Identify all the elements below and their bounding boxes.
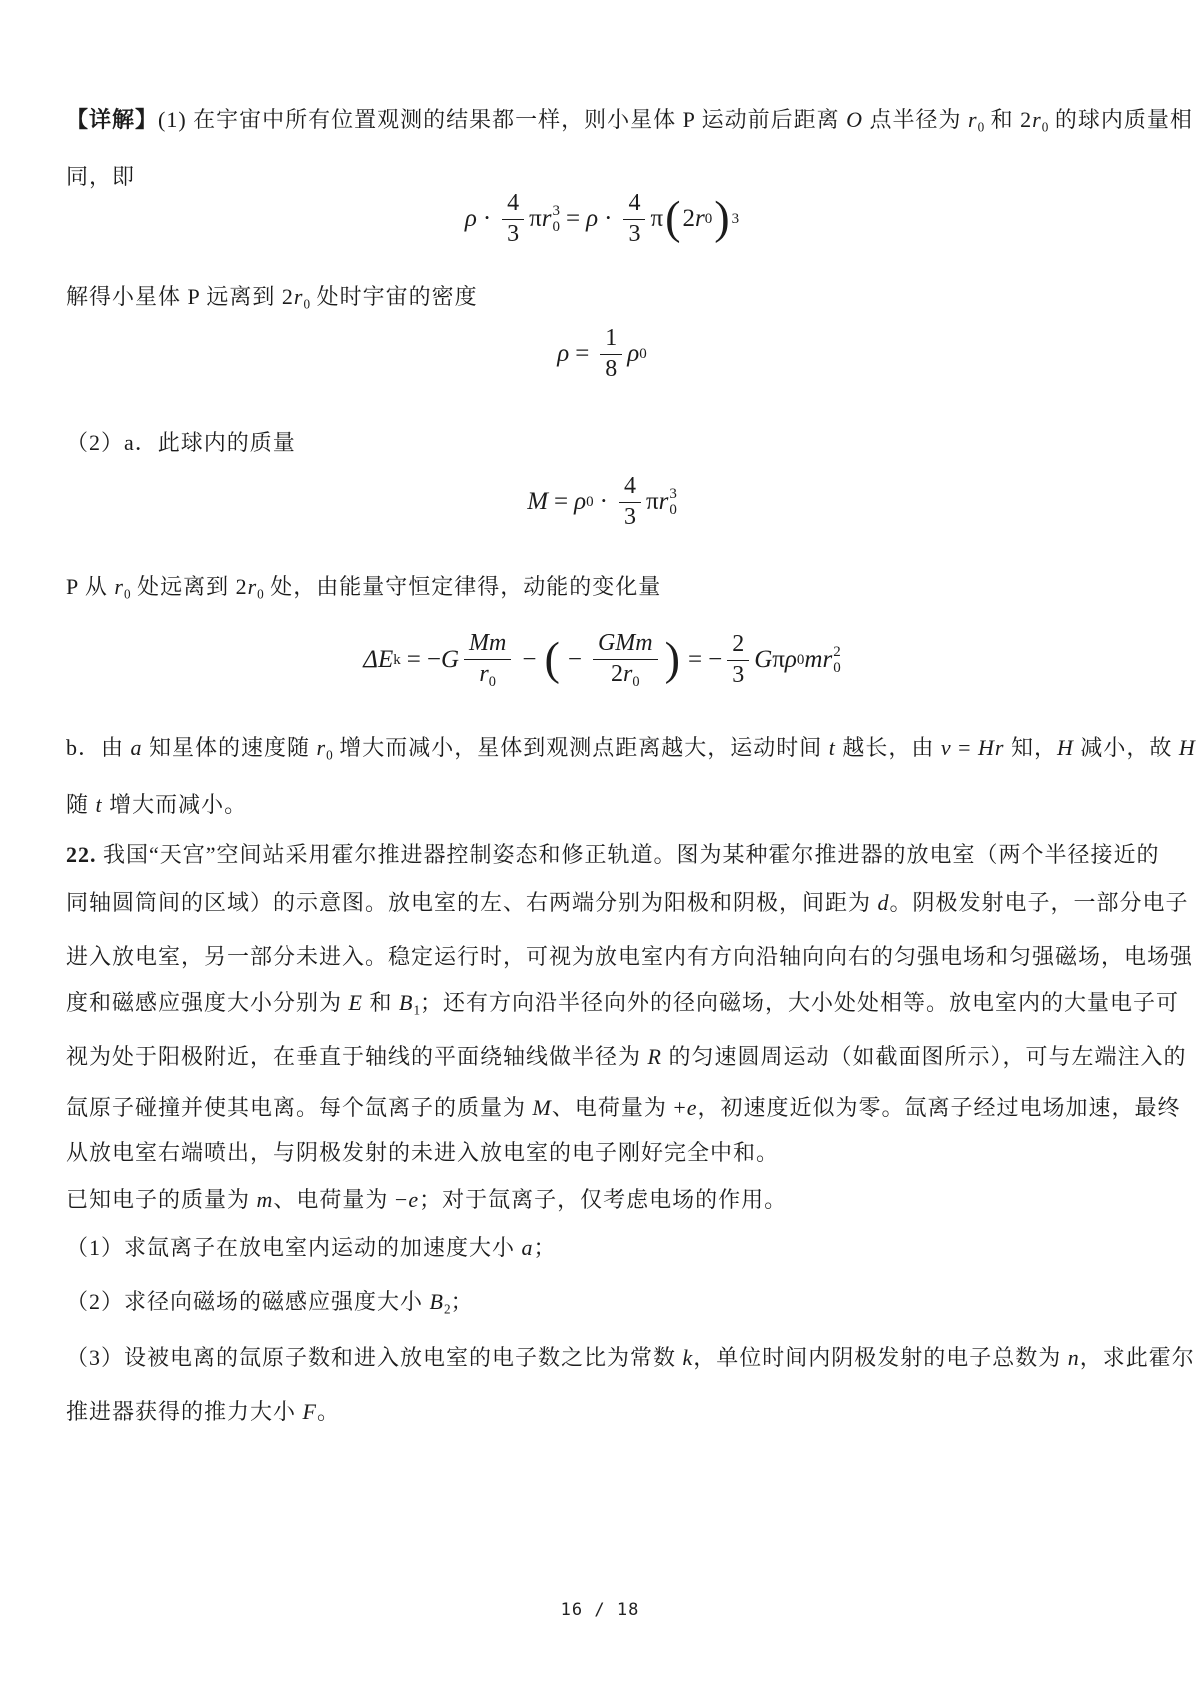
question-22-line-3: 进入放电室，另一部分未进入。稳定运行时，可视为放电室内有方向沿轴向向右的匀强电场和匀强磁场，电场强 xyxy=(66,944,1194,969)
question-22-subq-1: （1）求氙离子在放电室内运动的加速度大小 a； xyxy=(66,1235,557,1260)
solution-text-density: 解得小星体 P 远离到 $2r_0$ 处时宇宙的密度 xyxy=(66,284,478,312)
page-number: 16 / 18 xyxy=(560,1600,640,1620)
question-22-line-4: 度和磁感应强度大小分别为 E 和 $B_1$；还有方向沿半径向外的径向磁场，大小处处相等。放电室内的大量电子可 xyxy=(66,990,1180,1018)
formula-density-equality: ρ · $\frac{4}{3}$ π r 3 0 = ρ · $\frac{4}{3}$ π ( 2 r 0 ) 3 xyxy=(464,189,740,247)
solution-intro-line-2: 同，即 xyxy=(66,164,136,189)
question-22-line-5: 视为处于阳极附近，在垂直于轴线的平面绕轴线做半径为 R 的匀速圆周运动（如截面图所示），可与左端注入的 xyxy=(66,1044,1187,1069)
solution-energy-text: P 从 $r_0$ 处远离到 $2r_0$ 处，由能量守恒定律得，动能的变化量 xyxy=(66,574,662,602)
formula-mass: M = ρ 0 · $\frac{4}{3}$ π r 3 0 xyxy=(527,472,677,530)
question-22-line-1: 22. 我国“天宫”空间站采用霍尔推进器控制姿态和修正轨道。图为某种霍尔推进器的放电室（两个半径接近的 xyxy=(66,842,1160,867)
question-22-subq-3-line-2: 推进器获得的推力大小 F。 xyxy=(66,1399,340,1424)
solution-intro-line-1: 【详解】(1) 在宇宙中所有位置观测的结果都一样，则小星体 P 运动前后距离 O 点半径为 $r_0$ 和 $2r_0$ 的球内质量相 xyxy=(66,107,1193,135)
page-content xyxy=(66,0,1196,1697)
solution-part-b-line-1: b．由 a 知星体的速度随 $r_0$ 增大而减小，星体到观测点距离越大，运动时间 t 越长，由 v = Hr 知，H 减小，故 H xyxy=(66,735,1196,763)
question-22-subq-3-line-1: （3）设被电离的氙原子数和进入放电室的电子数之比为常数 k，单位时间内阴极发射的电子总数为 n，求此霍尔 xyxy=(66,1345,1195,1370)
formula-kinetic-energy-change: ΔE k = − G $\frac{Mm}{r_0}$ − ( − $\frac{\text{GMm}}{2r_0}$ ) = − $\frac{2}{3}$ G π ρ 0 mr 2 0 xyxy=(363,629,841,690)
solution-part-b-line-2: 随 t 增大而减小。 xyxy=(66,792,248,817)
formula-density-result: ρ = $\frac{1}{8}$ ρ 0 xyxy=(557,324,647,382)
question-22-line-6: 氙原子碰撞并使其电离。每个氙离子的质量为 M、电荷量为 +e，初速度近似为零。氙离子经过电场加速，最终 xyxy=(66,1095,1181,1120)
solution-part2a-label: （2）a．此球内的质量 xyxy=(66,430,296,455)
question-22-line-2: 同轴圆筒间的区域）的示意图。放电室的左、右两端分别为阳极和阴极，间距为 d。阴极发射电子，一部分电子 xyxy=(66,890,1189,915)
question-22-known-conditions: 已知电子的质量为 m、电荷量为 −e；对于氙离子，仅考虑电场的作用。 xyxy=(66,1187,788,1212)
question-22-subq-2: （2）求径向磁场的磁感应强度大小 $B_2$； xyxy=(66,1289,474,1317)
question-22-line-7: 从放电室右端喷出，与阴极发射的未进入放电室的电子刚好完全中和。 xyxy=(66,1140,780,1165)
